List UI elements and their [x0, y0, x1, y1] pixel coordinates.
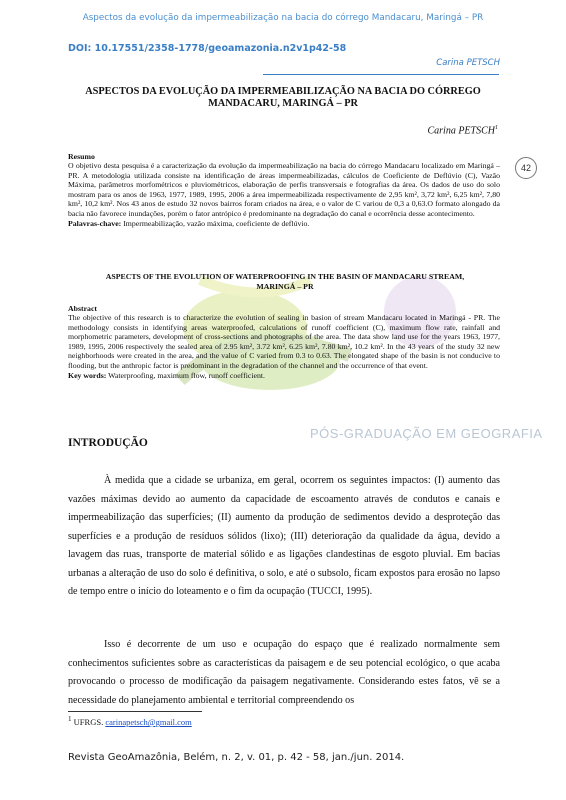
footnote-divider: [68, 711, 202, 712]
author-name: Carina PETSCH: [427, 125, 495, 137]
journal-footer: Revista GeoAmazônia, Belém, n. 2, v. 01, p. 42 - 58, jan./jun. 2014.: [68, 752, 405, 763]
resumo-keywords-text: Impermeabilização, vazão máxima, coeficiente de deflúvio.: [121, 218, 310, 228]
page-number-badge: 42: [515, 157, 537, 179]
introducao-heading: INTRODUÇÃO: [68, 437, 148, 449]
abstract-section: [68, 304, 500, 380]
footnote-marker: 1: [68, 715, 72, 723]
abstract-keywords-label: Key words:: [68, 370, 107, 380]
watermark-text: PÓS-GRADUAÇÃO EM GEOGRAFIA: [310, 426, 543, 441]
article-author: [427, 125, 498, 136]
author-footnote-marker: 1: [495, 125, 498, 131]
introducao-paragraph-1: À medida que a cidade se urbaniza, em geral, ocorrem os seguintes impactos: (I) aumento das vazões máximas devido ao aumento da capacidade de escoamento através de condutos e canais e impermeabilização das superfícies; (II) aumento da produção de sedimentos devido a desproteção das superfícies e a produção de resíduos sólidos (lixo); (III) deterioração da qualidade da água, devido a lavagem das ruas, transporte de material sólido e as ligações clandestinas de esgoto pluvial. Em bacias urbanas a alteração de uso do solo é definitiva, o solo, e até o subsolo, ficam expostos para erosão no lapso de tempo entre o início do loteamento e o fim da ocupação (TUCCI, 1995).: [68, 475, 500, 597]
footnote: [68, 715, 192, 727]
resumo-section: [68, 152, 500, 228]
abstract-text: The objective of this research is to characterize the evolution of sealing in basion of stream Mandacaru located in Maringá - PR. The methodology consists in identifying areas waterproofed, calculations of runoff coefficient (C), maximum flow rate, rainfall and morphometric parameters, development of cross-sections and photographs of the area. The data show land use for the years 1963, 1977, 1989, 1995, 2006 respectively the sealed area of 2.95 km², 3.72 km², 6.25 km², 7.80 km², 10.2 km². In the 43 years of the study 32 new neighborhoods were created in the area, and the value of C varied from 0.3 to 0.63. The elongated shape of the basin is not conducive to flooding, but the anthropic factor is predominant in the degradation of the channel and the occurrence of that event.: [68, 313, 500, 370]
introducao-paragraph-2: Isso é decorrente de um uso e ocupação do espaço que é realizado normalmente sem conhecimentos suficientes sobre as características da paisagem e de seu potencial ecológico, o que acaba provocando o processo de modificação da paisagem negativamente. Considerando estes fatos, vê se a necessidade do planejamento ambiental e territorial compreendendo os: [68, 639, 500, 706]
footnote-org: UFRGS.: [71, 716, 106, 727]
article-title: ASPECTOS DA EVOLUÇÃO DA IMPERMEABILIZAÇÃO NA BACIA DO CÓRREGO MANDACARU, MARINGÁ – PR: [85, 86, 481, 109]
resumo-keywords: [68, 219, 500, 229]
doi-link[interactable]: DOI: 10.17551/2358-1778/geoamazonia.n2v1p42-58: [68, 43, 347, 54]
resumo-keywords-label: Palavras-chave:: [68, 218, 122, 228]
resumo-text: O objetivo desta pesquisa é a caracterização da evolução da impermeabilização na bacia do córrego Mandacaru localizado em Maringá – PR. A metodologia utilizada consiste na identificação de áreas impermeabilizadas, cálculos de Coeficiente de Deflúvio (C), Vazão Máxima, parâmetros morfométricos e pluviométricos, elaboração de perfis transversais e fotografias da área. Os dados de uso do solo mostram para os anos de 1963, 1977, 1989, 1995, 2006 a área impermeabilizada respectivamente de 2,95 km², 3,72 km², 6,25 km², 7,80 km², 10,2 km². Nos 43 anos de estudo 32 novos bairros foram criados na área, e o valor de C variou de 0,3 a 0,63.O formato alongado da bacia não favorece inundações, porém o fator antrópico é predominante na degradação do canal e ocorrência desse acontecimento.: [68, 161, 500, 218]
footnote-email-link[interactable]: carinapetsch@gmail.com: [105, 716, 192, 727]
abstract-keywords-text: Waterproofing, maximum flow, runoff coefficient.: [106, 370, 266, 380]
abstract-heading: Abstract: [68, 304, 98, 313]
header-divider: [263, 74, 499, 75]
running-header-author: Carina PETSCH: [436, 58, 500, 68]
abstract-keywords: [68, 371, 500, 381]
english-title: ASPECTS OF THE EVOLUTION OF WATERPROOFING IN THE BASIN OF MANDACARU STREAM, MARINGÁ – PR: [105, 272, 465, 291]
resumo-heading: Resumo: [68, 152, 95, 161]
running-header-title: Aspectos da evolução da impermeabilização na bacia do córrego Mandacaru, Maringá – PR: [82, 13, 484, 23]
